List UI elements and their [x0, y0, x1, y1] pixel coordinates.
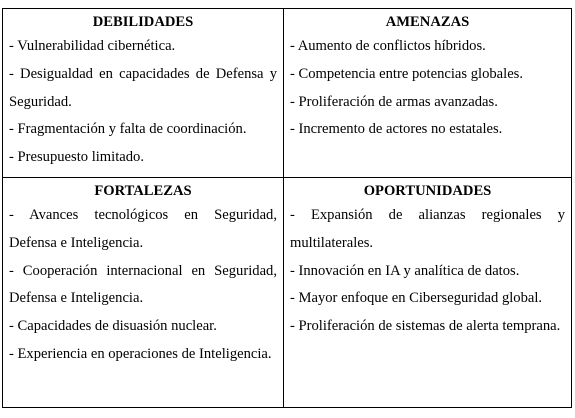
debilidades-item: - Presupuesto limitado.: [9, 149, 144, 166]
swot-row-top: [3, 9, 572, 178]
swot-row-bottom: [3, 178, 572, 408]
oportunidades-item: - Expansión de alianzas regionales y multilaterales.: [290, 207, 565, 251]
debilidades-cell: [3, 9, 284, 178]
fortalezas-cell: [3, 178, 284, 408]
amenazas-cell: [284, 9, 572, 178]
debilidades-item: - Desigualdad en capacidades de Defensa y Seguridad.: [9, 65, 277, 110]
oportunidades-cell: [284, 178, 572, 408]
debilidades-title: DEBILIDADES: [92, 14, 194, 30]
oportunidades-item: - Proliferación de sistemas de alerta temprana.: [290, 318, 561, 335]
fortalezas-item: - Capacidades de disuasión nuclear.: [9, 318, 217, 335]
oportunidades-item: - Innovación en IA y analítica de datos.: [290, 262, 520, 279]
fortalezas-item: - Avances tecnológicos en Seguridad, Defensa e Inteligencia.: [9, 207, 277, 251]
debilidades-item: - Vulnerabilidad cibernética.: [9, 38, 176, 54]
amenazas-item: - Aumento de conflictos híbridos.: [290, 38, 486, 54]
amenazas-title: AMENAZAS: [385, 14, 470, 30]
amenazas-item: - Proliferación de armas avanzadas.: [290, 93, 498, 110]
oportunidades-title: OPORTUNIDADES: [363, 183, 492, 199]
amenazas-item: - Incremento de actores no estatales.: [290, 121, 503, 138]
fortalezas-title: FORTALEZAS: [94, 183, 192, 199]
debilidades-item: - Fragmentación y falta de coordinación.: [9, 121, 247, 138]
fortalezas-item: - Cooperación internacional en Seguridad, Defensa e Inteligencia.: [9, 262, 277, 307]
oportunidades-item: - Mayor enfoque en Ciberseguridad global.: [290, 290, 543, 307]
swot-table: [2, 8, 572, 408]
fortalezas-item: - Experiencia en operaciones de Inteligencia.: [9, 345, 272, 362]
amenazas-item: - Competencia entre potencias globales.: [290, 65, 524, 82]
